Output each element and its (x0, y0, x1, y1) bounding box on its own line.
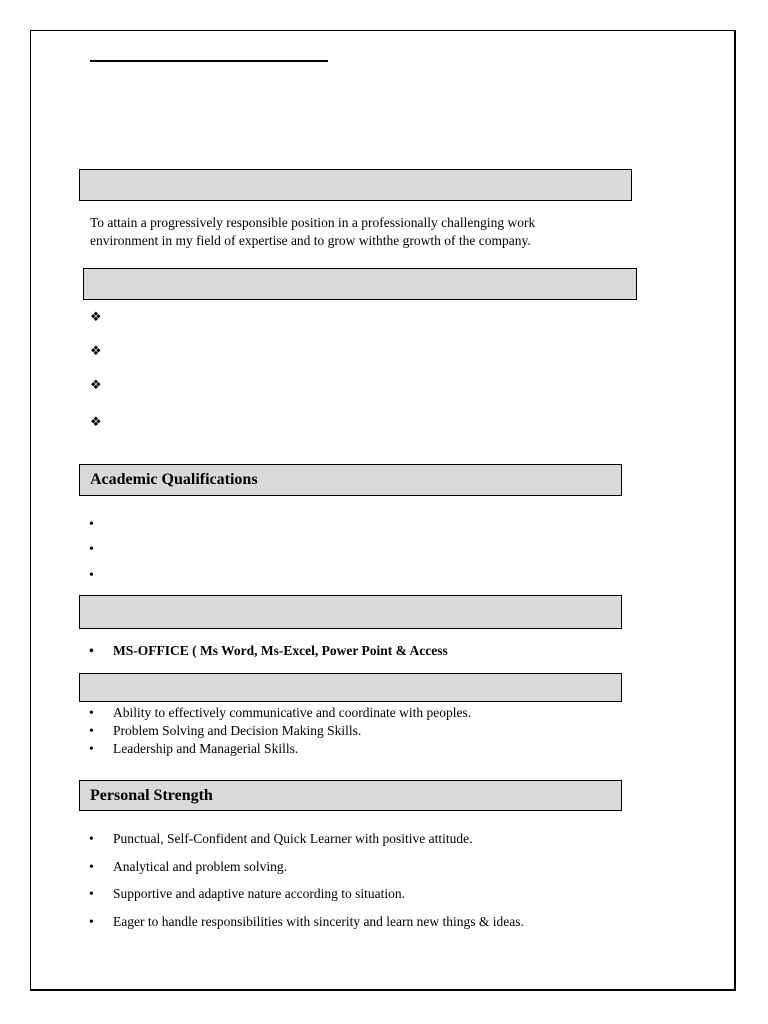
list-item (89, 853, 524, 881)
list-item (89, 704, 471, 722)
strength-header: Personal Strength (79, 780, 622, 811)
diamond-bullet-4: ❖ (90, 414, 102, 429)
list-item (89, 722, 471, 740)
diamond-bullet-3: ❖ (90, 377, 102, 392)
list-bullet: • (89, 741, 94, 756)
list-item-text: Leadership and Managerial Skills. (113, 741, 299, 756)
name-underline (90, 60, 328, 62)
list-bullet: • (89, 831, 94, 846)
list-item (89, 908, 524, 936)
list-item-text: Problem Solving and Decision Making Skills. (113, 723, 362, 738)
list-bullet: • (89, 913, 94, 929)
list-item (89, 642, 448, 660)
objective-text-line-2: environment in my field of expertise and to grow withthe growth of the company. (90, 233, 531, 248)
skills-list (89, 704, 471, 758)
computer-list (89, 642, 448, 660)
academic-bullet-2: • (89, 542, 94, 557)
academic-bullet-1: • (89, 517, 94, 532)
diamond-bullet-2: ❖ (90, 343, 102, 358)
strength-list (89, 825, 524, 935)
list-bullet: • (89, 723, 94, 738)
objective-header (79, 169, 632, 201)
list-item (89, 740, 471, 758)
list-item-text: Eager to handle responsibilities with sincerity and learn new things & ideas. (113, 913, 524, 929)
list-item-text: Punctual, Self-Confident and Quick Learner with positive attitude. (113, 831, 473, 846)
diamond-bullet-1: ❖ (90, 309, 102, 324)
list-bullet: • (89, 858, 94, 874)
objective-text-line-1: To attain a progressively responsible position in a professionally challenging work (90, 215, 536, 230)
academic-header: Academic Qualifications (79, 464, 622, 496)
academic-bullet-3: • (89, 568, 94, 583)
list-item (89, 880, 524, 908)
list-item-text: Supportive and adaptive nature according to situation. (113, 886, 406, 901)
computer-header (79, 595, 622, 629)
list-item-text: MS-OFFICE ( Ms Word, Ms-Excel, Power Point & Access (113, 643, 448, 658)
objective-text (90, 214, 650, 250)
skills-header (79, 673, 622, 702)
list-item-text: Analytical and problem solving. (113, 858, 287, 874)
list-item (89, 825, 524, 853)
list-bullet: • (89, 643, 94, 658)
list-item-text: Ability to effectively communicative and coordinate with peoples. (113, 705, 472, 720)
list-bullet: • (89, 886, 94, 901)
section-2-header (83, 268, 637, 300)
list-bullet: • (89, 705, 94, 720)
